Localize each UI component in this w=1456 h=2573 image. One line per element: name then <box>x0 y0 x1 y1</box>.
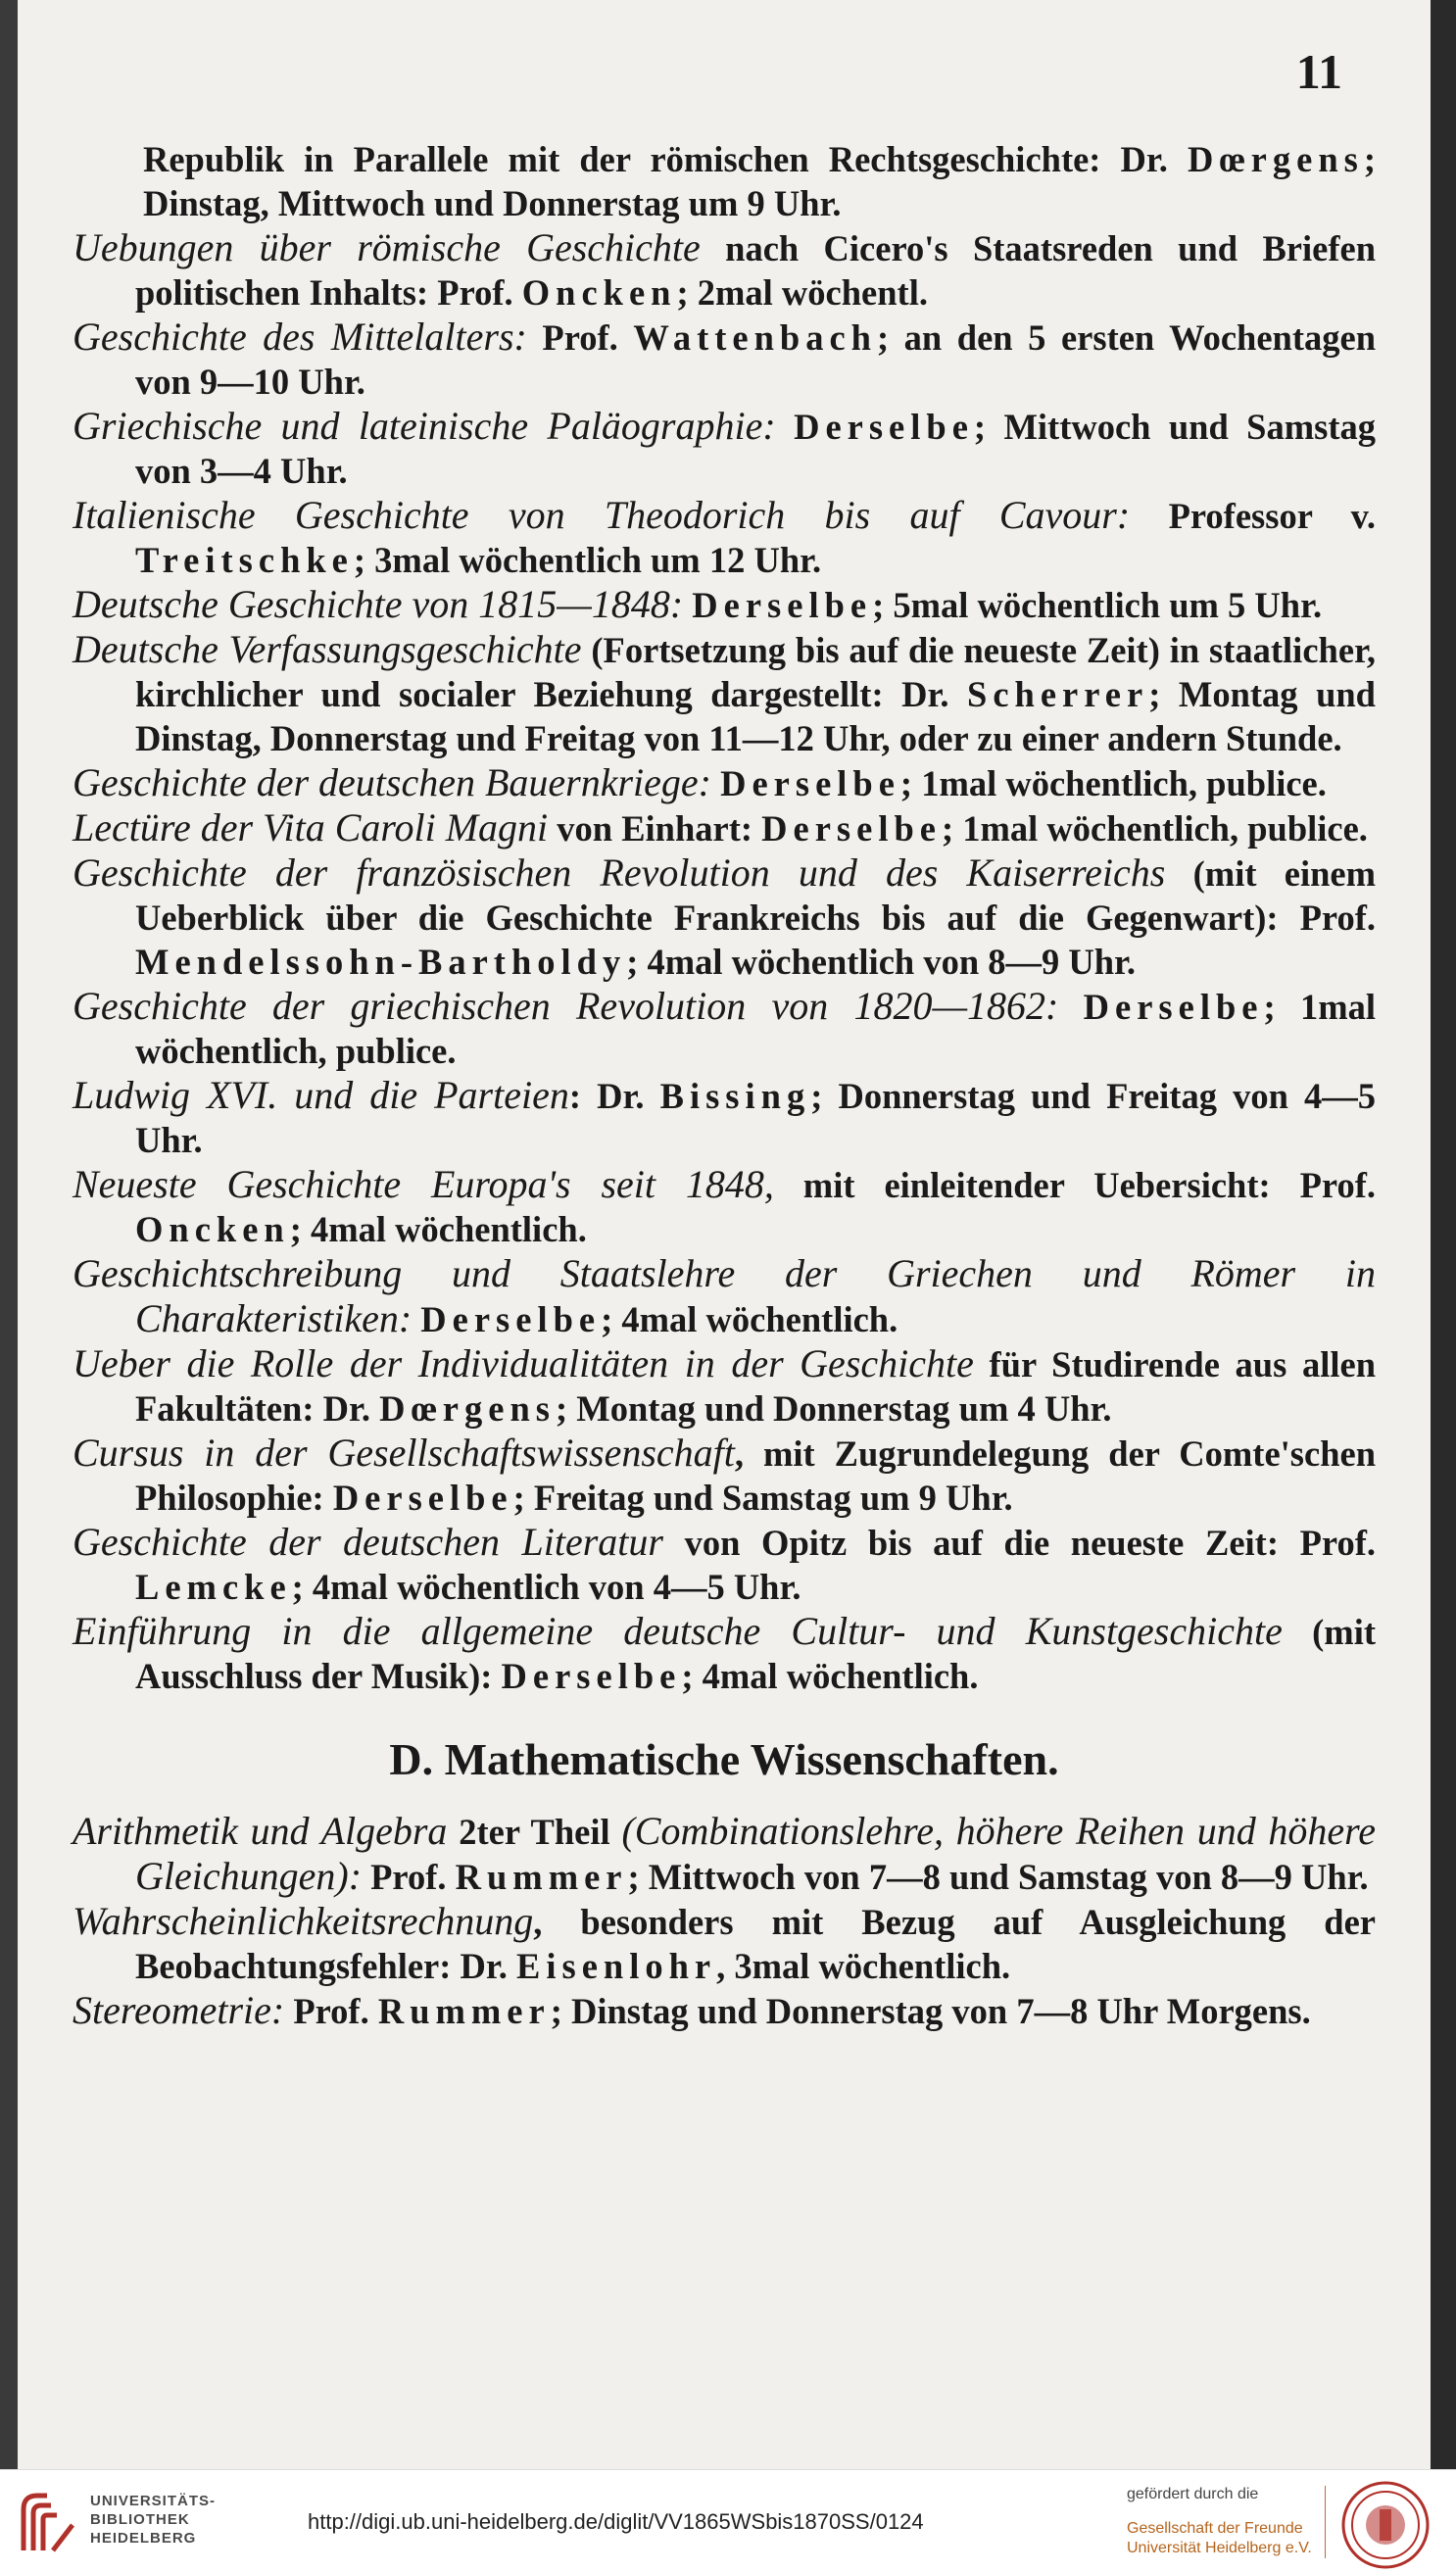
course-detail: 2ter Theil <box>447 1812 622 1852</box>
course-title: Uebungen über römische Geschichte <box>73 225 701 269</box>
course-detail: mit einleitender Uebersicht: Prof. <box>773 1165 1376 1205</box>
course-title: Ludwig XVI. und die Parteien <box>73 1073 569 1117</box>
course-entry <box>73 1988 1376 2033</box>
course-entry <box>73 493 1376 582</box>
lecturer-name: Wattenbach <box>633 317 877 358</box>
lecturer-name: Eisenlohr <box>516 1946 717 1986</box>
course-detail: ; 2mal wöchentl. <box>676 272 928 313</box>
course-detail: , 3mal wöchentlich. <box>716 1946 1011 1986</box>
course-detail: ; an den 5 ersten Wochentagen von 9—10 Uhr. <box>135 317 1377 402</box>
course-detail: ; Dinstag, Mittwoch und Donnerstag um 9 Uhr. <box>143 139 1376 223</box>
lecturer-name: Derselbe <box>692 585 873 625</box>
course-entry <box>73 1520 1376 1609</box>
course-detail <box>683 585 692 625</box>
ub-heidelberg-logo-icon[interactable] <box>18 2488 80 2556</box>
permalink-url[interactable]: http://digi.ub.uni-heidelberg.de/diglit/VV1865WSbis1870SS/0124 <box>308 2509 924 2534</box>
course-entry <box>73 627 1376 760</box>
course-entry <box>73 225 1376 315</box>
course-title: Geschichte der griechischen Revolution von 1820—1862: <box>73 984 1059 1028</box>
course-detail: ; Montag und Donnerstag um 4 Uhr. <box>555 1388 1112 1429</box>
course-title: Geschichte der deutschen Bauernkriege: <box>73 760 711 804</box>
lecturer-name: Derselbe <box>1083 987 1264 1027</box>
course-entry <box>73 315 1376 404</box>
funded-by-label: gefördert durch die <box>1127 2486 1259 2502</box>
course-entry <box>73 984 1376 1073</box>
course-detail: , mit Zugrundelegung der Comte'schen Philosophie: <box>135 1433 1376 1518</box>
library-name: UNIVERSITÄTS- BIBLIOTHEK HEIDELBERG <box>90 2493 217 2547</box>
course-detail: ; 4mal wöchentlich. <box>601 1299 898 1339</box>
course-entry <box>73 404 1376 493</box>
footer-bar <box>0 2469 1456 2573</box>
lecturer-name: Dœrgens <box>379 1388 556 1429</box>
course-detail: von Opitz bis auf die neueste Zeit: Prof. <box>662 1523 1376 1563</box>
course-detail: ; 3mal wöchentlich um 12 Uhr. <box>353 540 822 580</box>
course-detail <box>711 763 720 803</box>
lecturer-name: Derselbe <box>501 1656 682 1696</box>
course-title: Einführung in die allgemeine deutsche Cultur- und Kunstgeschichte <box>73 1609 1283 1653</box>
course-title: Italienische Geschichte von Theodorich bis auf Cavour: <box>73 493 1131 537</box>
course-title: Geschichte des Mittelalters: <box>73 315 527 359</box>
course-detail: nach Cicero's Staatsreden und Briefen politischen Inhalts: Prof. <box>135 228 1376 313</box>
lecturer-name: Oncken <box>521 272 677 313</box>
course-title: (Combinationslehre, höhere Reihen und höhere Gleichungen): <box>135 1809 1376 1898</box>
course-list-history <box>73 137 1376 1698</box>
course-entry <box>73 1609 1376 1698</box>
course-list-mathematics <box>73 1809 1376 2033</box>
course-entry <box>73 582 1376 627</box>
course-title: Stereometrie: <box>73 1988 285 2032</box>
course-detail: ; Donnerstag und Freitag von 4—5 Uhr. <box>135 1076 1377 1160</box>
lecturer-name: Lemcke <box>135 1567 292 1607</box>
course-entry <box>73 1341 1376 1431</box>
course-detail: ; Mittwoch und Samstag von 3—4 Uhr. <box>135 407 1376 491</box>
course-detail <box>1058 987 1083 1027</box>
course-detail: von Einhart: <box>548 808 762 849</box>
course-entry <box>73 1162 1376 1251</box>
course-detail: ; 5mal wöchentlich um 5 Uhr. <box>872 585 1323 625</box>
course-entry <box>73 137 1376 225</box>
course-entry <box>73 1899 1376 1988</box>
course-detail <box>776 407 794 447</box>
course-title: Ueber die Rolle der Individualitäten in der Geschichte <box>73 1341 974 1385</box>
course-detail: ; 1mal wöchentlich, publice. <box>941 808 1368 849</box>
lecturer-name: Derselbe <box>332 1478 513 1518</box>
page-number: 11 <box>1295 44 1342 99</box>
course-title: Geschichte der deutschen Literatur <box>73 1520 663 1564</box>
course-title: Lectüre der Vita Caroli Magni <box>73 805 549 850</box>
lecturer-name: Derselbe <box>761 808 942 849</box>
page-content <box>73 137 1376 2033</box>
university-seal-icon <box>1340 2480 1431 2570</box>
course-detail: für Studirende aus allen Fakultäten: Dr. <box>135 1344 1376 1429</box>
course-title: Geschichte der französischen Revolution und des Kaiserreichs <box>73 850 1166 895</box>
course-detail: : Dr. <box>568 1076 660 1116</box>
course-title: Wahrscheinlichkeitsrechnung <box>73 1899 534 1943</box>
course-entry <box>73 1809 1376 1899</box>
lecturer-name: Rummer <box>455 1857 628 1897</box>
course-detail: ; 4mal wöchentlich von 4—5 Uhr. <box>291 1567 801 1607</box>
course-detail: Professor v. <box>1130 496 1376 536</box>
course-title: Geschichtschreibung und Staatslehre der Griechen und Römer in Charakteristiken: <box>73 1251 1376 1340</box>
course-detail: Prof. <box>284 1991 378 2031</box>
lecturer-name: Bissing <box>659 1076 811 1116</box>
course-detail: (mit Ausschluss der Musik): <box>135 1612 1377 1696</box>
lecturer-name: Derselbe <box>794 407 974 447</box>
lecturer-name: Scherrer <box>967 674 1149 714</box>
society-name[interactable]: Gesellschaft der Freunde Universität Heidelberg e.V. <box>1127 2520 1312 2556</box>
lecturer-name: Treitschke <box>135 540 354 580</box>
course-entry <box>73 805 1376 850</box>
course-entry <box>73 760 1376 805</box>
lecturer-name: Dœrgens <box>1187 139 1364 179</box>
course-detail: ; 1mal wöchentlich, publice. <box>899 763 1327 803</box>
course-detail: ; Dinstag und Donnerstag von 7—8 Uhr Morgens. <box>550 1991 1311 2031</box>
lecturer-name: Oncken <box>135 1209 290 1249</box>
course-detail: ; Montag und Dinstag, Donnerstag und Freitag von 11—12 Uhr, oder zu einer andern Stunde. <box>135 674 1376 758</box>
course-detail: ; Freitag und Samstag um 9 Uhr. <box>512 1478 1013 1518</box>
lecturer-name: Rummer <box>377 1991 551 2031</box>
course-detail: (mit einem Ueberblick über die Geschichte Frankreichs bis auf die Gegenwart): Prof. <box>135 853 1376 938</box>
course-title: Cursus in der Gesellschaftswissenschaft <box>73 1431 735 1475</box>
course-detail: ; Mittwoch von 7—8 und Samstag von 8—9 Uhr. <box>627 1857 1369 1897</box>
course-entry <box>73 1431 1376 1520</box>
course-entry <box>73 1251 1376 1341</box>
course-detail: (Fortsetzung bis auf die neueste Zeit) in staatlicher, kirchlicher und socialer Beziehung dargestellt: Dr. <box>135 630 1376 714</box>
course-title: Arithmetik und Algebra <box>73 1809 448 1853</box>
footer-divider <box>1325 2486 1326 2558</box>
course-detail: ; 4mal wöchentlich von 8—9 Uhr. <box>626 942 1137 982</box>
course-detail: ; 1mal wöchentlich, publice. <box>135 987 1376 1071</box>
course-detail: , besonders mit Bezug auf Ausgleichung der Beobachtungsfehler: Dr. <box>135 1902 1376 1986</box>
course-detail: Prof. <box>526 317 634 358</box>
course-detail: Republik in Parallele mit der römischen Rechtsgeschichte: Dr. <box>143 139 1188 179</box>
course-title: Griechische und lateinische Paläographie: <box>73 404 776 448</box>
course-detail: ; 4mal wöchentlich. <box>289 1209 587 1249</box>
lecturer-name: Mendelssohn-Bartholdy <box>135 942 627 982</box>
course-entry <box>73 1073 1376 1162</box>
lecturer-name: Derselbe <box>720 763 900 803</box>
course-detail: ; 4mal wöchentlich. <box>681 1656 979 1696</box>
course-title: Neueste Geschichte Europa's seit 1848, <box>73 1162 774 1206</box>
course-entry <box>73 850 1376 984</box>
course-detail: Prof. <box>362 1857 456 1897</box>
lecturer-name: Derselbe <box>420 1299 602 1339</box>
course-detail <box>412 1299 420 1339</box>
course-title: Deutsche Verfassungsgeschichte <box>73 627 582 671</box>
section-heading: D. Mathematische Wissenschaften. <box>389 1734 1059 1784</box>
course-title: Deutsche Geschichte von 1815—1848: <box>73 582 684 626</box>
